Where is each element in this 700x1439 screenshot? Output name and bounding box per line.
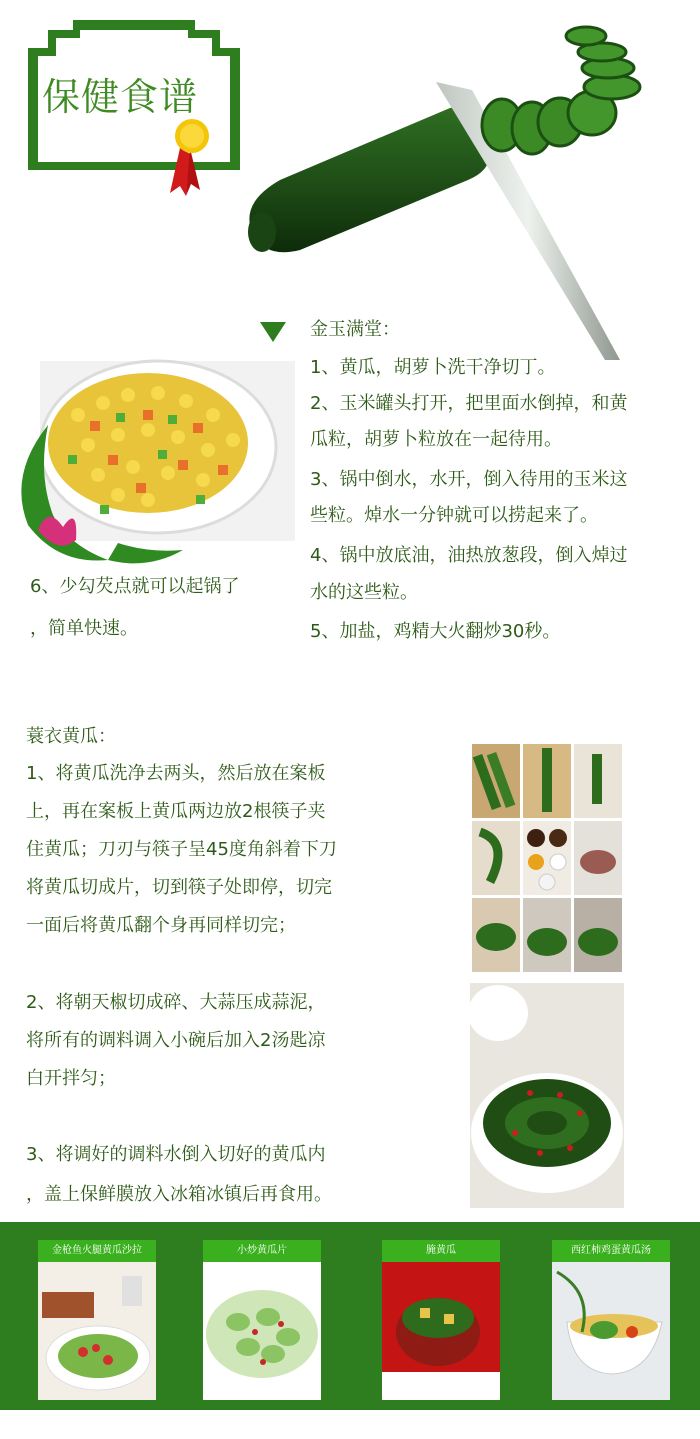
- recipe-step-line: 住黄瓜；刀刃与筷子呈45度角斜着下刀: [26, 839, 337, 860]
- related-recipe-card[interactable]: [203, 1240, 321, 1400]
- recipe-step-line: 2、玉米罐头打开，把里面水倒掉，和黄: [310, 393, 628, 414]
- recipe-step-line: 4、锅中放底油，油热放葱段，倒入焯过: [310, 545, 628, 566]
- related-recipe-label: 腌黄瓜: [382, 1240, 500, 1262]
- related-recipe-photo: [382, 1262, 500, 1400]
- recipe-step-line: 水的这些粒。: [310, 582, 418, 603]
- related-recipe-photo: [38, 1262, 156, 1400]
- step-photo-grid: [470, 742, 624, 974]
- recipe-step-line: 上，再在案板上黄瓜两边放2根筷子夹: [26, 801, 326, 822]
- recipe-step-line: 一面后将黄瓜翻个身再同样切完；: [26, 915, 296, 936]
- recipe-title: 金玉满堂：: [310, 319, 400, 340]
- page-title: 保健食谱: [42, 75, 199, 119]
- recipe-title: 蓑衣黄瓜：: [26, 726, 116, 747]
- recipe-step-line: 5、加盐，鸡精大火翻炒30秒。: [310, 621, 561, 642]
- cucumber-dish-photo: [470, 983, 624, 1208]
- cucumber-hero-image: [240, 10, 660, 360]
- recipe-step-line: 1、将黄瓜洗净去两头，然后放在案板: [26, 763, 326, 784]
- recipe-step-line: 将黄瓜切成片，切到筷子处即停，切完: [26, 877, 332, 898]
- recipe-step-line: 1、黄瓜，胡萝卜洗干净切丁。: [310, 357, 556, 378]
- recipe-step-line: 6、少勾芡点就可以起锅了: [30, 576, 240, 597]
- related-recipe-photo: [552, 1262, 670, 1400]
- recipe-step-line: 些粒。焯水一分钟就可以捞起来了。: [310, 505, 598, 526]
- seal-ribbon-icon: [160, 118, 210, 198]
- recipe-step-line: 2、将朝天椒切成碎、大蒜压成蒜泥，: [26, 992, 326, 1013]
- related-recipe-label: 金枪鱼火腿黄瓜沙拉: [38, 1240, 156, 1262]
- related-recipe-card[interactable]: [38, 1240, 156, 1400]
- related-recipe-label: 小炒黄瓜片: [203, 1240, 321, 1262]
- recipe-step-line: 3、将调好的调料水倒入切好的黄瓜内: [26, 1144, 326, 1165]
- related-recipe-photo: [203, 1262, 321, 1400]
- related-recipe-card[interactable]: [382, 1240, 500, 1400]
- recipe-step-line: ，盖上保鲜膜放入冰箱冰镇后再食用。: [26, 1184, 332, 1205]
- corn-dish-photo: [8, 355, 298, 575]
- related-recipe-card[interactable]: [552, 1240, 670, 1400]
- recipe-step-line: 3、锅中倒水，水开，倒入待用的玉米这: [310, 469, 628, 490]
- recipe-step-line: ，简单快速。: [30, 618, 138, 639]
- recipe-step-line: 将所有的调料调入小碗后加入2汤匙凉: [26, 1030, 326, 1051]
- recipe-step-line: 瓜粒，胡萝卜粒放在一起待用。: [310, 429, 562, 450]
- related-recipe-label: 西红柿鸡蛋黄瓜汤: [552, 1240, 670, 1262]
- triangle-marker-icon: [260, 322, 286, 342]
- recipe-step-line: 白开拌匀；: [26, 1068, 116, 1089]
